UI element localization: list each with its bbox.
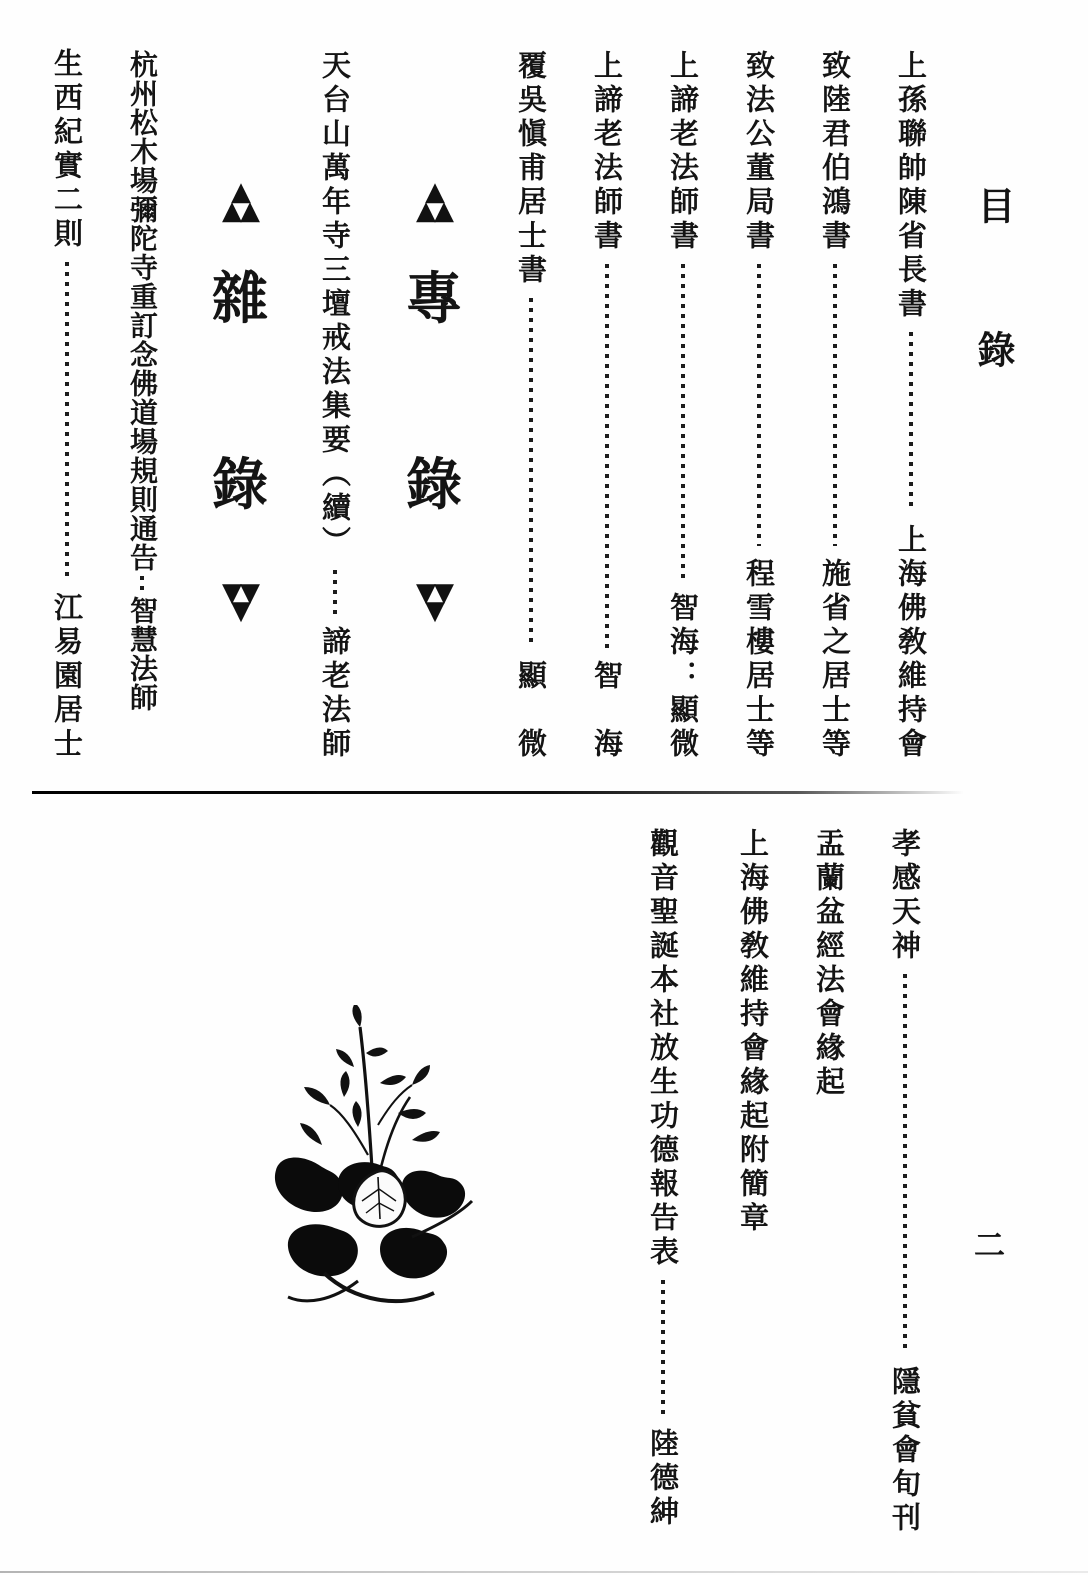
- entry-column: [736, 828, 770, 1236]
- entry-author: 智慧法師: [126, 596, 159, 712]
- entry-title: 上諦老法師書: [666, 50, 700, 254]
- entry-column: [514, 50, 548, 762]
- entry-author: 智 海: [590, 660, 624, 762]
- entry-author: 上海佛敎維持會: [894, 524, 928, 762]
- entry-column: [742, 50, 776, 762]
- triangle-down-icon: ▼ ▼ ▼: [222, 577, 258, 627]
- entry-column: [894, 50, 928, 762]
- dotted-leader: [833, 264, 837, 546]
- toc-char-bottom: 錄: [971, 330, 1016, 368]
- dotted-leader: [65, 262, 69, 580]
- entry-title: 覆吳愼甫居士書: [514, 50, 548, 288]
- dotted-leader: [757, 264, 761, 546]
- page-bottom-edge: [0, 1571, 1088, 1573]
- section-title-char: 專: [406, 266, 462, 333]
- entry-column: [818, 50, 852, 762]
- entry-title: 上海佛敎維持會緣起附簡章: [736, 828, 770, 1236]
- entry-column: [126, 50, 159, 762]
- dotted-leader: [903, 974, 907, 1354]
- entry-title: 盂蘭盆經法會緣起: [812, 828, 846, 1100]
- entry-column: [666, 50, 700, 762]
- dotted-leader: [529, 298, 533, 648]
- entry-title: 孝感天神: [888, 828, 922, 964]
- entry-author: 顯 微: [514, 660, 548, 762]
- entry-author: 隱貧會旬刊: [888, 1366, 922, 1536]
- page-number: 二: [974, 1228, 1005, 1264]
- dotted-leader: [661, 1280, 665, 1416]
- entry-title: 天台山萬年寺三壇戒法集要（續）: [318, 50, 352, 560]
- dotted-leader: [140, 576, 144, 592]
- entry-author: 施省之居士等: [818, 558, 852, 762]
- entry-column: [812, 828, 846, 1100]
- section-title-char: 錄: [212, 451, 268, 518]
- triangle-up-icon: ▲ ▲ ▲: [416, 177, 452, 226]
- section-header-misc: [212, 177, 268, 627]
- dotted-leader: [333, 570, 337, 614]
- dotted-leader: [681, 264, 685, 580]
- entry-author: 諦老法師: [318, 626, 352, 762]
- entry-column: [646, 828, 680, 1530]
- dotted-leader: [909, 332, 913, 512]
- entry-title: 生西紀實二則: [50, 48, 84, 252]
- section-header-special: [406, 177, 462, 627]
- entry-author: 程雪樓居士等: [742, 558, 776, 762]
- dotted-leader: [605, 264, 609, 648]
- section-title-char: 錄: [406, 451, 462, 518]
- triangle-up-icon: ▲ ▲ ▲: [222, 177, 258, 226]
- divider-rule: [32, 791, 964, 794]
- flower-illustration: [262, 1005, 480, 1339]
- entry-title: 致法公董局書: [742, 50, 776, 254]
- entry-title: 上孫聯帥陳省長書: [894, 50, 928, 322]
- entry-column: [888, 828, 922, 1536]
- entry-title: 上諦老法師書: [590, 50, 624, 254]
- entry-title: 觀音聖誕本社放生功德報告表: [646, 828, 680, 1270]
- triangle-down-icon: ▼ ▼ ▼: [416, 577, 452, 627]
- entry-column: [50, 48, 84, 762]
- entry-author: 江易園居士: [50, 592, 84, 762]
- entry-author: 智海：顯微: [666, 592, 700, 762]
- entry-column: [590, 50, 624, 762]
- toc-char-top: 目: [971, 186, 1016, 224]
- entry-title: 杭州松木場彌陀寺重訂念佛道場規則通告: [126, 50, 159, 572]
- section-title-char: 雜: [212, 266, 268, 333]
- entry-column: [318, 50, 352, 762]
- entry-author: 陸德紳: [646, 1428, 680, 1530]
- entry-title: 致陸君伯鴻書: [818, 50, 852, 254]
- toc-title: [971, 186, 1016, 368]
